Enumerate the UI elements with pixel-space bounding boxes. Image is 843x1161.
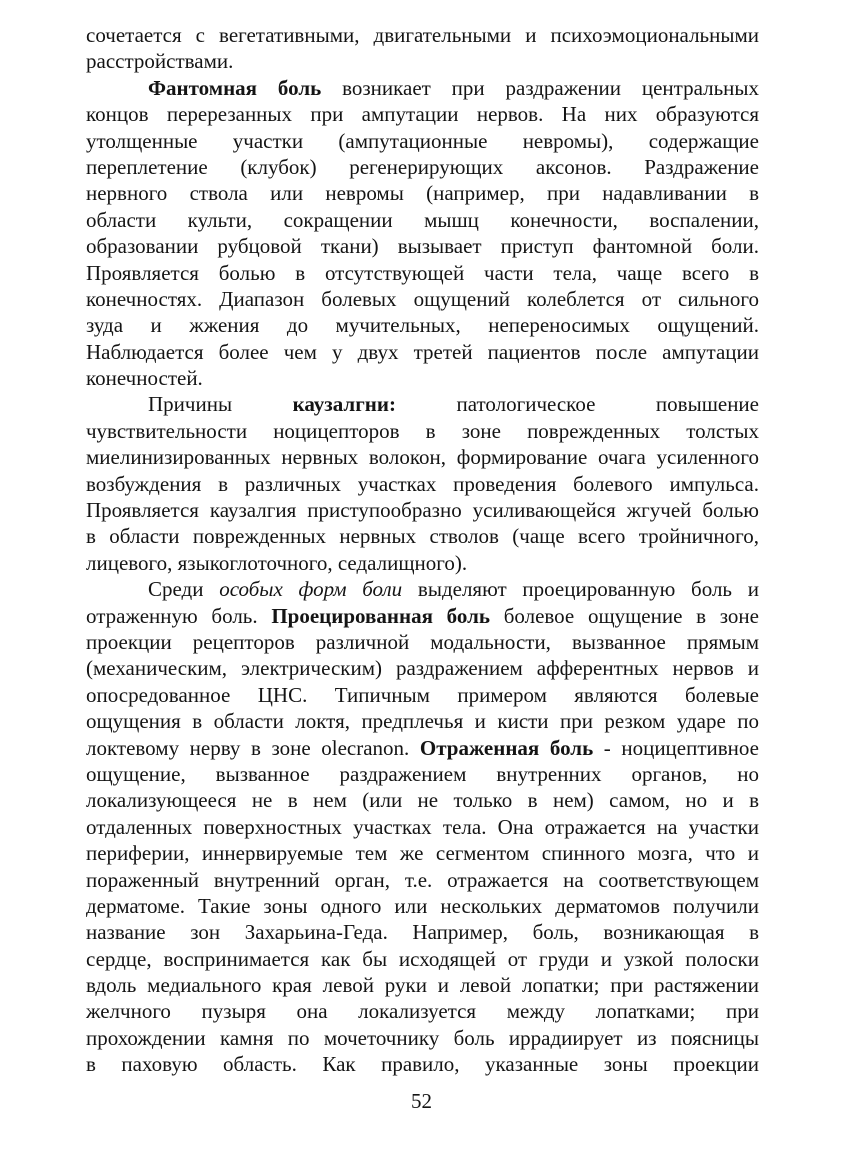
text-run: - ноцицептивное [593,735,759,760]
text-line [86,840,759,866]
text-run: дерматоме. Такие зоны одного или нескольких дерматомов получили [86,893,759,918]
text-run: области культи, сокращении мышц конечности, воспалении, [86,207,759,232]
text-run: отдаленных поверхностных участках тела. Она отражается на участки [86,814,759,839]
text-line [86,919,759,945]
text-line [86,207,759,233]
text-run: в области поврежденных нервных стволов (чаще всего тройничного, [86,524,759,549]
text-run: Среди [148,577,220,602]
text-line [86,972,759,998]
text-line [86,180,759,206]
paragraph [86,391,759,576]
text-run: ощущение, вызванное раздражением внутренних органов, но [86,761,759,786]
text-line [86,1025,759,1051]
bold-term: каузалгни: [292,392,396,417]
text-run: локализующееся не в нем (или не только в нем) самом, но и в [86,788,759,813]
text-line [86,893,759,919]
text-run: проекции рецепторов различной модальности, вызванное прямым [86,629,759,654]
text-run: прохождении камня по мочеточнику боль иррадиирует из поясницы [86,1025,759,1050]
text-line [86,391,759,417]
text-run: нервного ствола или невромы (например, при надавливании в [86,181,759,206]
text-line [86,682,759,708]
text-run: расстройствами. [86,49,234,74]
text-run: конечностях. Диапазон болевых ощущений колеблется от сильного [86,286,759,311]
text-line [86,655,759,681]
text-line [86,735,759,761]
text-run: Проявляется каузалгия приступообразно усиливающейся жгучей болью [86,498,759,523]
text-run: название зон Захарьина-Геда. Например, боль, возникающая в [86,920,759,945]
text-line [86,339,759,365]
text-run: ощущения в области локтя, предплечья и кисти при резком ударе по [86,709,759,734]
text-run: возбуждения в различных участках проведения болевого импульса. [86,471,759,496]
text-line [86,523,759,549]
text-run: сердце, воспринимается как бы исходящей от груди и узкой полоски [86,946,759,971]
text-line [86,260,759,286]
text-run: локтевому нерву в зоне olecranon. [86,735,420,760]
text-line [86,471,759,497]
text-line [86,946,759,972]
text-line [86,550,759,576]
text-line [86,365,759,391]
text-run: опосредованное ЦНС. Типичным примером являются болевые [86,682,759,707]
text-run: патологическое повышение [395,392,759,417]
page-body-text [86,22,759,1078]
text-line [86,418,759,444]
text-line [86,497,759,523]
text-run: выделяют проецированную боль и [402,577,759,602]
text-line [86,814,759,840]
text-line [86,576,759,602]
text-line [86,787,759,813]
text-line [86,233,759,259]
text-run: образовании рубцовой ткани) вызывает приступ фантомной боли. [86,234,759,259]
text-run: миелинизированных нервных волокон, формирование очага усиленного [86,445,759,470]
text-run: отраженную боль. [86,603,272,628]
text-run: сочетается с вегетативными, двигательными и психоэмоциональными [86,23,759,47]
text-line [86,867,759,893]
text-run: (механическим, электрическим) раздражением афферентных нервов и [86,656,759,681]
text-run: лицевого, языкоглоточного, седалищного). [86,550,468,575]
text-line [86,629,759,655]
paragraph [86,576,759,1077]
bold-term: Проецированная боль [271,603,490,628]
text-run: Причины [148,392,293,417]
text-line [86,312,759,338]
text-run: вдоль медиального края левой руки и левой лопатки; при растяжении [86,973,759,998]
bold-term: Фантомная боль [148,75,322,100]
text-run: конечностей. [86,366,203,391]
page-number: 52 [411,1089,432,1113]
text-line [86,101,759,127]
text-line [86,444,759,470]
text-line [86,154,759,180]
italic-term: особых форм боли [219,577,403,602]
text-run: пораженный внутренний орган, т.е. отражается на соответствующем [86,867,759,892]
text-run: зуда и жжения до мучительных, непереносимых ощущений. [86,313,759,338]
text-run: концов перерезанных при ампутации нервов. На них образуются [86,102,759,127]
text-run: утолщенные участки (ампутационные невромы), содержащие [86,128,759,153]
text-run: возникает при раздражении центральных [321,75,760,100]
paragraph [86,75,759,392]
bold-term: Отраженная боль [419,735,594,760]
text-line [86,75,759,101]
text-line [86,761,759,787]
paragraph [86,22,759,75]
text-run: периферии, иннервируемые тем же сегментом спинного мозга, что и [86,841,759,866]
text-run: в паховую область. Как правило, указанные зоны проекции [86,1052,759,1077]
text-run: Наблюдается более чем у двух третей пациентов после ампутации [86,339,759,364]
text-line [86,708,759,734]
text-line [86,1051,759,1077]
text-line [86,128,759,154]
text-run: Проявляется болью в отсутствующей части тела, чаще всего в [86,260,759,285]
text-run: переплетение (клубок) регенерирующих аксонов. Раздражение [86,154,759,179]
text-run: чувствительности ноцицепторов в зоне поврежденных толстых [86,418,759,443]
text-line [86,603,759,629]
text-run: болевое ощущение в зоне [489,603,759,628]
text-line [86,998,759,1024]
text-line [86,48,759,74]
text-line [86,22,759,48]
text-line [86,286,759,312]
text-run: желчного пузыря она локализуется между лопатками; при [86,999,759,1024]
